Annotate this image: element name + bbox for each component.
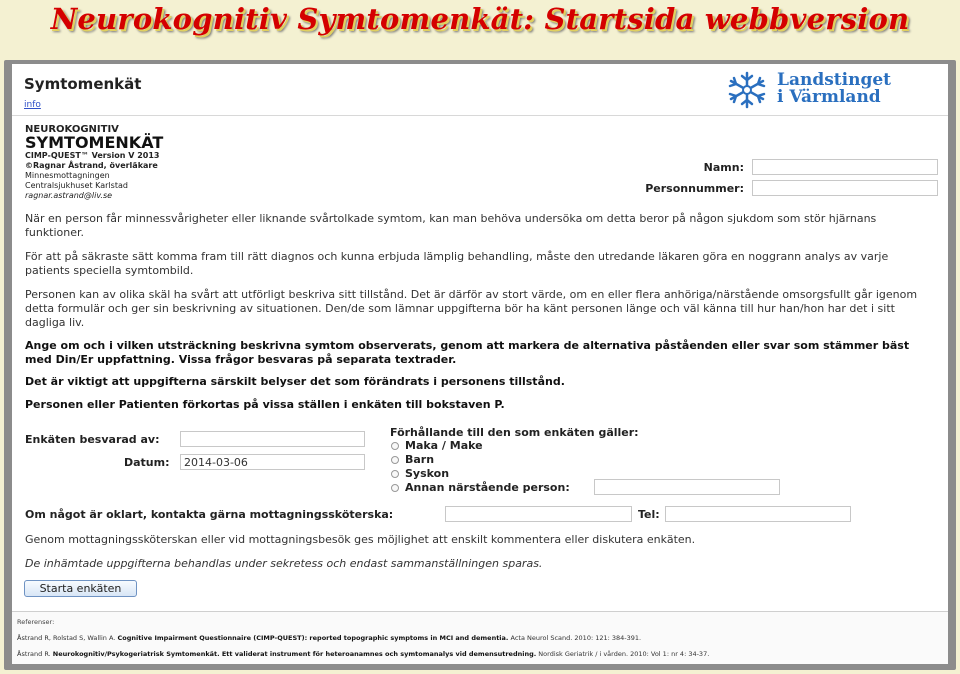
page-header [12,64,948,116]
org-block [25,124,163,201]
date-label: Datum: [124,456,170,469]
logo-line1: Landstinget [777,70,892,90]
org-line2: SYMTOMENKÄT [25,133,164,152]
org-line6: Centralsjukhuset Karlstad [25,181,128,190]
org-line3: CIMP-QUEST™ Version V 2013 [25,151,160,160]
reference-2-source: Nordisk Geriatrik / i vården. 2010: Vol 1: nr 4: 34-37. [538,650,710,658]
option-barn: Barn [405,453,435,466]
landstinget-logo [719,70,939,112]
relation-label: Förhållande till den som enkäten gäller: [390,426,639,439]
org-email: ragnar.astrand@liv.se [25,191,113,200]
answered-by-input[interactable] [180,431,365,447]
contact-input[interactable] [445,506,632,522]
radio-barn[interactable] [391,456,399,464]
reference-1-source: Acta Neurol Scand. 2010: 121: 384-391. [510,634,642,642]
other-relation-input[interactable] [594,479,780,495]
reference-1-authors: Åstrand R, Rolstad S, Wallin A. [17,634,116,642]
abbreviation-note: Personen eller Patienten förkortas på vissa ställen i enkäten till bokstaven P. [25,398,505,411]
radio-maka-make[interactable] [391,442,399,450]
intro-paragraph-1: När en person får minnessvårigheter eller liknande svårtolkade symtom, kan man behöva undersöka om detta beror på någon sjukdom som stör hjärnans funktioner. [25,212,877,239]
intro-paragraph-2: För att på säkraste sätt komma fram till rätt diagnos och kunna erbjuda lämplig behandling, måste den utredande läkaren göra en noggrann analys av varje patients speciella symtombild. [25,250,889,277]
reference-2 [17,650,709,658]
org-line1: NEUROKOGNITIV [25,124,119,135]
start-survey-button[interactable]: Starta enkäten [24,580,137,597]
reference-1 [17,634,641,642]
contact-label: Om något är oklart, kontakta gärna mottagningssköterska: [25,508,394,521]
option-maka-make: Maka / Make [405,439,483,452]
radio-syskon[interactable] [391,470,399,478]
snowflake-logo-icon [719,70,775,110]
contact-note: Genom mottagningssköterskan eller vid mottagningsbesök ges möjlighet att enskilt kommentera eller diskutera enkäten. [25,533,696,546]
privacy-note: De inhämtade uppgifterna behandlas under sekretess och endast sammanställningen sparas. [25,557,543,570]
intro-paragraph-3: Personen kan av olika skäl ha svårt att utförligt beskriva sitt tillstånd. Det är därför av stort värde, om en eller flera anhöriga/närstående omsorgsfullt går igenom detta formulär och ger sin beskrivning av situationen. Den/de som lämnar uppgifterna bör ha känt personen länge och väl känna till hur han/hon har det i sitt dagliga liv. [25,288,918,329]
option-syskon: Syskon [405,467,450,480]
option-annan: Annan närstående person: [405,481,570,494]
logo-text [777,72,891,106]
info-link[interactable]: info [24,100,41,110]
browser-frame [4,60,956,670]
personnummer-input[interactable] [752,180,938,196]
answered-by-label: Enkäten besvarad av: [25,433,160,446]
date-input[interactable] [180,454,365,470]
personnummer-label: Personnummer: [645,182,744,195]
tel-label: Tel: [638,508,660,521]
radio-annan[interactable] [391,484,399,492]
reference-2-authors: Åstrand R. [17,650,51,658]
org-line5: Minnesmottagningen [25,171,110,180]
change-note: Det är viktigt att uppgifterna särskilt belyser det som förändrats i personens tillstånd. [25,375,565,388]
logo-line2: i Värmland [777,87,881,107]
web-page [12,64,948,664]
name-label: Namn: [703,161,744,174]
reference-1-title: Cognitive Impairment Questionnaire (CIMP-QUEST): reported topographic symptoms in MCI and dementia. [117,634,509,642]
references-heading: Referenser: [17,618,55,626]
tel-input[interactable] [665,506,851,522]
instruction-paragraph: Ange om och i vilken utsträckning beskrivna symtom observerats, genom att markera de alternativa påståenden eller svar som stämmer bäst med Din/Er uppfattning. Vissa frågor besvaras på separata textrader. [25,339,910,366]
references-section [12,611,948,664]
name-input[interactable] [752,159,938,175]
org-line4: ©Ragnar Åstrand, överläkare [25,161,158,170]
reference-2-title: Neurokognitiv/Psykogeriatrisk Symtomenkät. Ett validerat instrument för heteroanamnes och symtomanalys vid demensutredning. [52,650,537,658]
slide-title: Neurokognitiv Symtomenkät: Startsida webbversion [50,2,910,36]
page-title: Symtomenkät [24,75,142,93]
